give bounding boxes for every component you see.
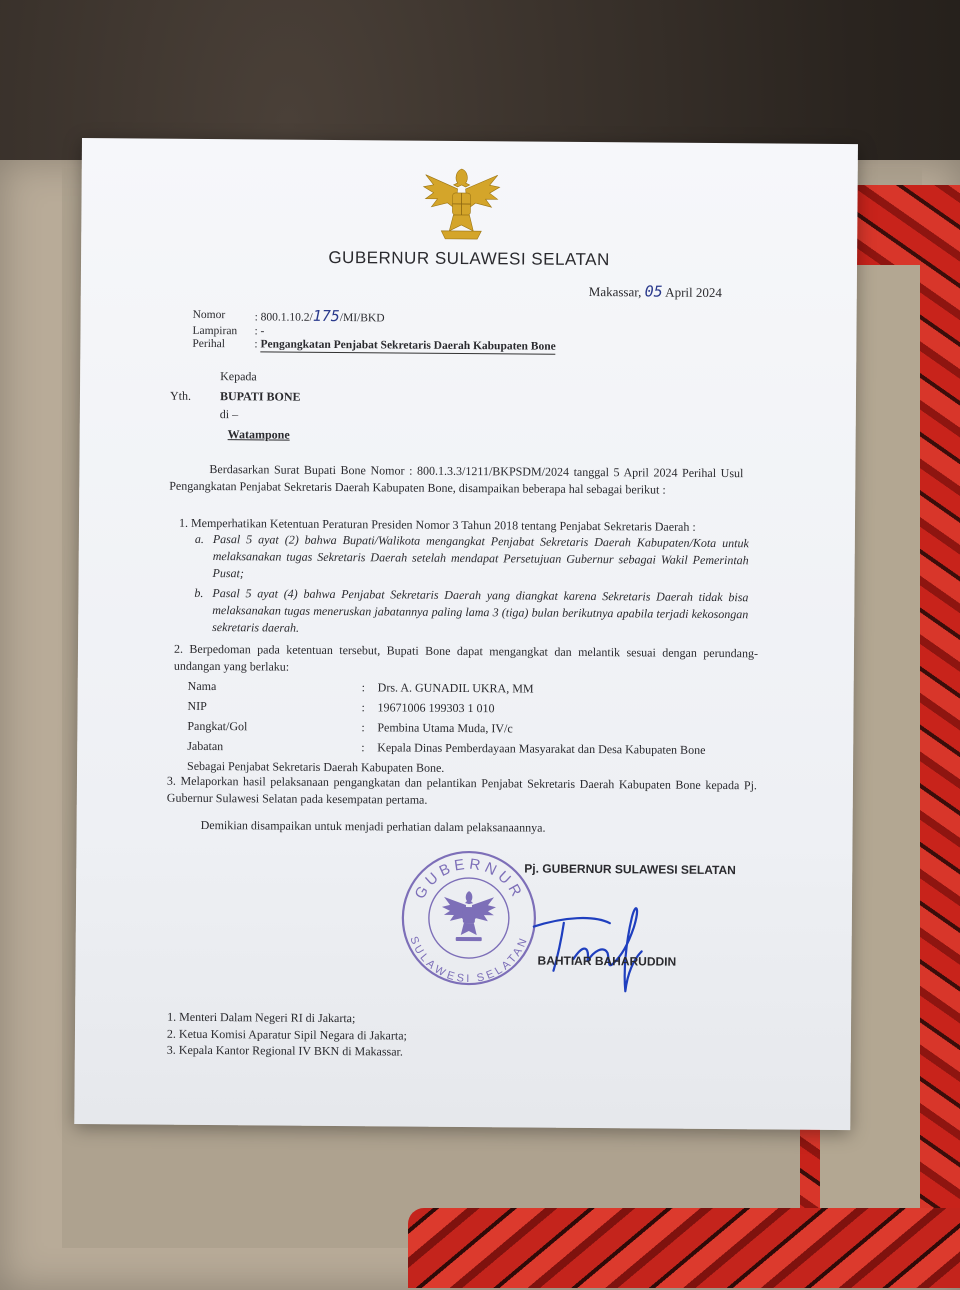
- kepada: Kepada: [220, 369, 257, 384]
- row-pangkat-label: Pangkat/Gol: [187, 719, 357, 735]
- svg-text:SULAWESI SELATAN: [407, 935, 530, 986]
- garuda-emblem-icon: [419, 165, 504, 246]
- perihal-row: Perihal : Pengangkatan Penjabat Sekretaris Daerah Kabupaten Bone: [192, 338, 555, 354]
- stamp-top-text: GUBERNUR: [411, 855, 527, 903]
- row-nama-value: Drs. A. GUNADIL UKRA, MM: [378, 680, 778, 698]
- cc-item: 2. Ketua Komisi Aparatur Sipil Negara di Jakarta;: [167, 1025, 407, 1043]
- letter-meta: [192, 309, 556, 354]
- row-nip-value: 19671006 199303 1 010: [377, 700, 777, 718]
- point-1b-marker: b.: [194, 585, 208, 602]
- letterhead-title: GUBERNUR SULAWESI SELATAN: [81, 246, 857, 272]
- letter-paper: GUBERNUR SULAWESI SELATAN Makassar, 05 April 2024 Nomor : 800.1.10.2/175/MI/BKD Lampiran : - Perihal : Pengangkatan Penjabat Sekretaris Daerah Kabupaten Bone Kepada Yth. BUPATI BONE di – Watampone Berdasarkan Surat Bupati Bone Nomor : 800.1.3.3/1211/BKPSDM/2024 tanggal 5 April 2024 Perihal Usul Pengangkatan Penjabat Sekretaris Daerah Kabupaten Bone, disampaikan beberapa hal sebagai berikut : 1. Memperhatikan Ketentuan Peraturan Presiden Nomor 3 Tahun 2018 tentang Penjabat Sekretaris Daerah : a. Pasal 5 ayat (2) bahwa Bupati/Walikota mengangkat Penjabat Sekretaris Daerah Kabupaten/Kota untuk melaksanakan tugas Sekretaris Daerah setelah mendapat Persetujuan Gubernur sebagai Wakil Pemerintah Pusat; b. Pasal 5 ayat (4) bahwa Penjabat Sekretaris Daerah yang diangkat karena Sekretaris Daerah tidak bisa melaksanakan tugas meneruskan jabatannya paling lama 3 (tiga) bulan berikutnya apabila terjadi kekosongan sekretaris daerah. 2. Berpedoman pada ketentuan tersebut, Bupati Bone dapat mengangkat dan melantik sesuai dengan perundang-undangan yang berlaku: Nama : Drs. A. GUNADIL UKRA, MM NIP : 19671006 199303 1 010 Pangkat/Gol : Pembina Utama Muda, IV/c Jabatan : Kepala Dinas Pemberdayaan Masyarakat dan Desa Kabupaten Bone Sebagai Penjabat Sekretaris Daerah Kabupaten Bone. 3. Melaporkan hasil pelaksanaan pengangkatan dan pelantikan Penjabat Sekretaris Daerah Kabupaten Bone kepada Pj. Gubernur Sulawesi Selatan pada kesempatan pertama. Demikian disampaikan untuk menjadi perhatian dalam pelaksanaannya. GUBERNUR SULAWESI SELATAN Pj. GUBERNUR SULAWESI SELATAN BAHTIAR BAHARUDDIN 1. Menteri Dalam Negeri RI di Jakarta; 2. Ketua Komisi Aparatur Sipil Negara di Jakarta; 3. Kepala Kantor Regional IV BKN di Makassar.: [74, 138, 858, 1130]
- official-stamp: [397, 847, 540, 990]
- carbon-copy-list: [167, 1009, 407, 1060]
- row-jabatan-label: Jabatan: [187, 739, 357, 755]
- yth: Yth.: [170, 389, 191, 404]
- handwritten-signature: [523, 886, 674, 997]
- point-1b: Pasal 5 ayat (4) bahwa Penjabat Sekretaris Daerah yang diangkat karena Sekretaris Daerah tidak bisa melaksanakan tugas meneruskan jabatannya paling lama 3 (tiga) bulan berikutnya apabila terjadi kekosongan sekretaris daerah.: [212, 585, 748, 640]
- row-nama-label: Nama: [188, 679, 358, 695]
- cc-item: 1. Menteri Dalam Negeri RI di Jakarta;: [167, 1009, 407, 1027]
- letter-date: Makassar, 05 April 2024: [589, 282, 722, 301]
- nomor-row: Nomor : 800.1.10.2/175/MI/BKD: [193, 309, 556, 327]
- row-nip-label: NIP: [187, 699, 357, 715]
- table-tail: Sebagai Penjabat Sekretaris Daerah Kabupaten Bone.: [187, 759, 747, 778]
- recipient-place: Watampone: [228, 427, 290, 442]
- point-1: 1. Memperhatikan Ketentuan Peraturan Presiden Nomor 3 Tahun 2018 tentang Penjabat Sekretaris Daerah :: [179, 515, 759, 537]
- handwritten-day: 05: [645, 282, 663, 300]
- closing: Demikian disampaikan untuk menjadi perhatian dalam pelaksanaannya.: [201, 817, 701, 838]
- point-1a-marker: a.: [195, 531, 209, 548]
- row-pangkat-value: Pembina Utama Muda, IV/c: [377, 720, 777, 738]
- point-3: 3. Melaporkan hasil pelaksanaan pengangkatan dan pelantikan Penjabat Sekretaris Daerah Kabupaten Bone kepada Pj. Gubernur Sulawesi Selatan pada kesempatan pertama.: [167, 773, 757, 812]
- handwritten-number: 175: [313, 307, 340, 325]
- batik-cover-bottom: [408, 1208, 960, 1288]
- cc-item: 3. Kepala Kantor Regional IV BKN di Makassar.: [167, 1042, 407, 1060]
- stamp-garuda-icon: [442, 891, 496, 941]
- di: di –: [220, 407, 238, 422]
- signer-title: Pj. GUBERNUR SULAWESI SELATAN: [524, 861, 736, 877]
- point-1a: Pasal 5 ayat (2) bahwa Bupati/Walikota mengangkat Penjabat Sekretaris Daerah Kabupaten/Kota untuk melaksanakan tugas Sekretaris Daerah setelah mendapat Persetujuan Gubernur sebagai Wakil Pemerintah Pusat;: [213, 531, 749, 586]
- signer-name: BAHTIAR BAHARUDDIN: [537, 954, 676, 969]
- intro-paragraph: Berdasarkan Surat Bupati Bone Nomor : 800.1.3.3/1211/BKPSDM/2024 tanggal 5 April 2024 Perihal Usul Pengangkatan Penjabat Sekretaris Daerah Kabupaten Bone, disampaikan beberapa hal sebagai berikut :: [169, 461, 743, 500]
- lampiran-row: Lampiran : -: [192, 324, 555, 340]
- recipient: BUPATI BONE: [220, 389, 301, 405]
- stamp-bottom-text: SULAWESI SELATAN: [407, 935, 530, 986]
- row-jabatan-value: Kepala Dinas Pemberdayaan Masyarakat dan Desa Kabupaten Bone: [377, 740, 777, 758]
- point-2: 2. Berpedoman pada ketentuan tersebut, Bupati Bone dapat mengangkat dan melantik sesuai dengan perundang-undangan yang berlaku:: [174, 641, 758, 680]
- perihal-value: Pengangkatan Penjabat Sekretaris Daerah Kabupaten Bone: [260, 338, 555, 354]
